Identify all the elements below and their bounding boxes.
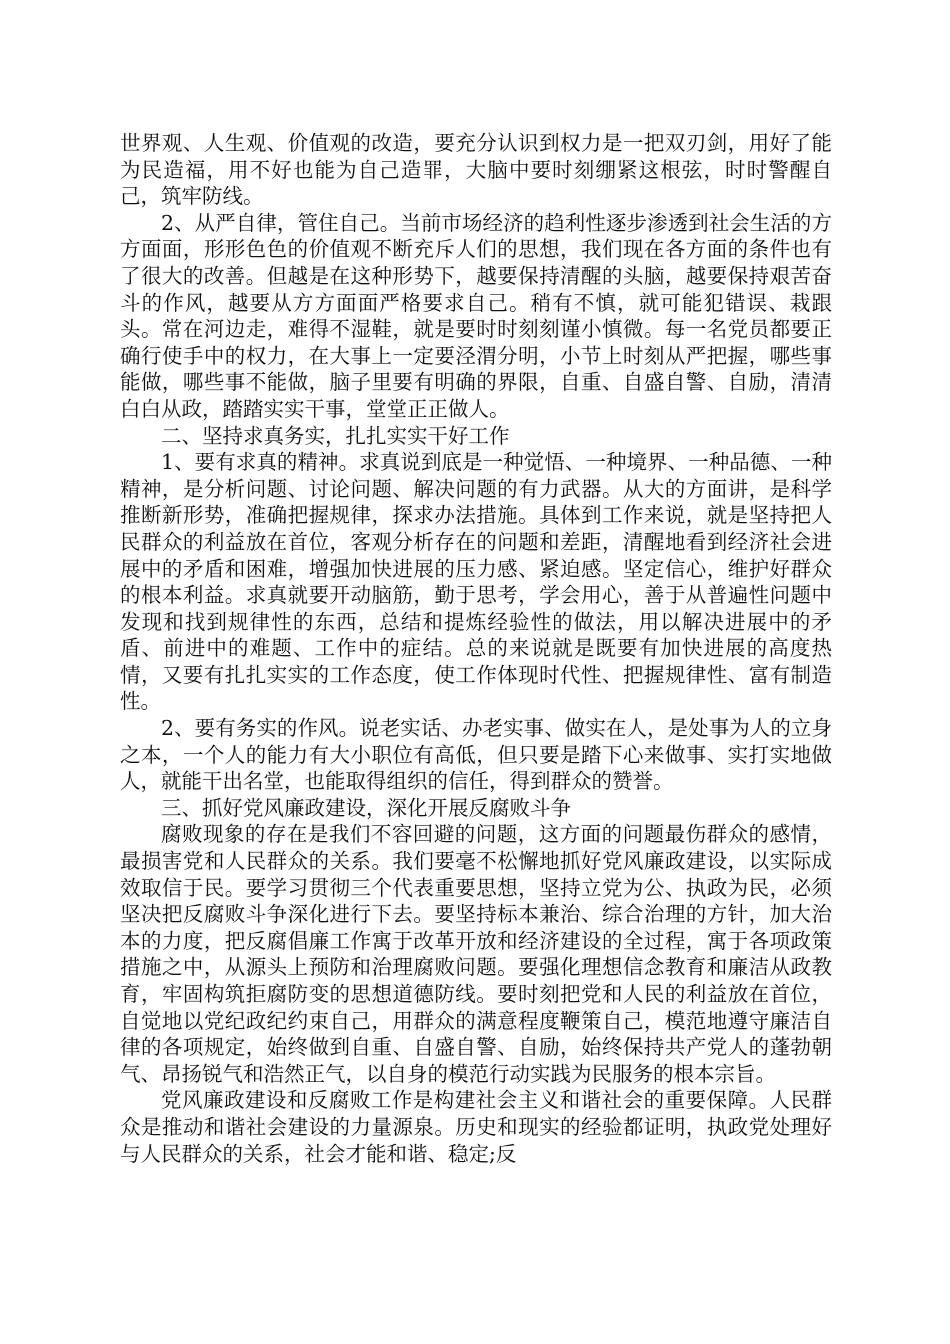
section-heading-3: 三、抓好党风廉政建设，深化开展反腐败斗争 — [161, 795, 571, 820]
paragraph-5: 腐败现象的存在是我们不容回避的问题，这方面的问题最伤群众的感情，最损害党和人民群众的关系。我们要毫不松懈地抓好党风廉政建设，以实际成效取信于民。要学习贯彻三个代表重要思想，坚持立党为公、执政为民，必须坚决把反腐败斗争深化进行下去。要坚持标本兼治、综合治理的方针，加大治本的力度，把反腐倡廉工作寓于改革开放和经济建设的全过程，寓于各项政策措施之中，从源头上预防和治理腐败问题。要强化理想信念教育和廉洁从政教育，牢固构筑拒腐防变的思想道德防线。要时刻把党和人民的利益放在首位，自觉地以党纪政纪约束自己，用群众的满意程度鞭策自己，模范地遵守廉洁自律的各项规定，始终做到自重、自盛自警、自励，始终保持共产党人的蓬勃朝气、昂扬锐气和浩然正气，以自身的模范行动实践为民服务的根本宗旨。 — [120, 822, 832, 1086]
paragraph-4: 2、要有务实的作风。说老实话、办老实事、做实在人，是处事为人的立身之本，一个人的能力有大小职位有高低，但只要是踏下心来做事、实打实地做人，就能干出名堂，也能取得组织的信任，得到群众的赞誉。 — [120, 716, 832, 794]
section-heading-2: 二、坚持求真务实，扎扎实实干好工作 — [161, 423, 510, 448]
paragraph-1: 世界观、人生观、价值观的改造，要充分认识到权力是一把双刃剑，用好了能为民造福，用不好也能为自己造罪，大脑中要时刻绷紧这根弦，时时警醒自己，筑牢防线。 — [120, 131, 832, 209]
document-page — [120, 130, 832, 1167]
paragraph-2: 2、从严自律，管住自己。当前市场经济的趋利性逐步渗透到社会生活的方方面面，形形色色的价值观不断充斥人们的思想，我们现在各方面的条件也有了很大的改善。但越是在这种形势下，越要保持清醒的头脑，越要保持艰苦奋斗的作风，越要从方方面面严格要求自己。稍有不慎，就可能犯错误、栽跟头。常在河边走，难得不湿鞋，就是要时时刻刻谨小慎微。每一名党员都要正确行使手中的权力，在大事上一定要泾渭分明，小节上时刻从严把握，哪些事能做，哪些事不能做，脑子里要有明确的界限，自重、自盛自警、自励，清清白白从政，踏踏实实干事，堂堂正正做人。 — [120, 210, 832, 421]
paragraph-6: 党风廉政建设和反腐败工作是构建社会主义和谐社会的重要保障。人民群众是推动和谐社会建设的力量源泉。历史和现实的经验都证明，执政党处理好与人民群众的关系，社会才能和谐、稳定;反 — [120, 1088, 832, 1166]
paragraph-3: 1、要有求真的精神。求真说到底是一种觉悟、一种境界、一种品德、一种精神，是分析问题、讨论问题、解决问题的有力武器。从大的方面讲，是科学推断新形势，准确把握规律，探求办法措施。具体到工作来说，就是坚持把人民群众的利益放在首位，客观分析存在的问题和差距，清醒地看到经济社会进展中的矛盾和困难，增强加快进展的压力感、紧迫感。坚定信心，维护好群众的根本利益。求真就要开动脑筋，勤于思考，学会用心，善于从普遍性问题中发现和找到规律性的东西，总结和提炼经验性的做法，用以解决进展中的矛盾、前进中的难题、工作中的症结。总的来说就是既要有加快进展的高度热情，又要有扎扎实实的工作态度，使工作体现时代性、把握规律性、富有制造性。 — [120, 450, 832, 714]
